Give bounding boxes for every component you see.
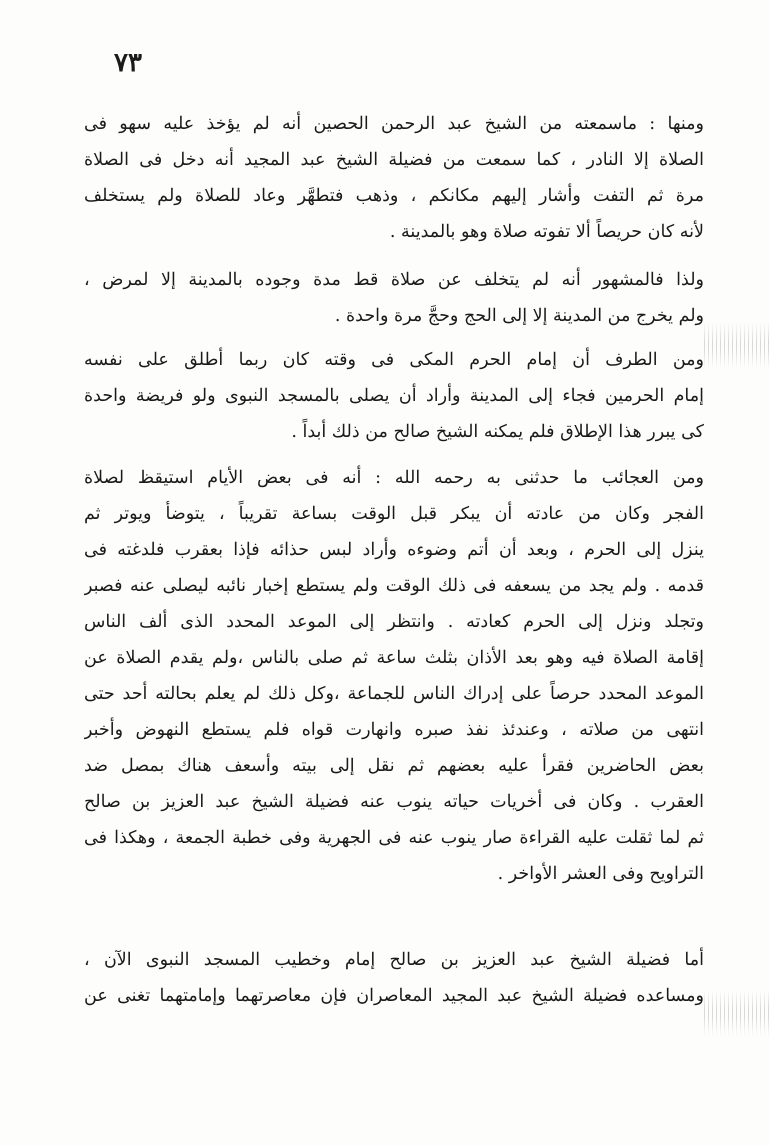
text-line: أما فضيلة الشيخ عبد العزيز بن صالح إمام وخطيب المسجد النبوى الآن ، (84, 950, 704, 970)
text-line: الفجر وكان من عادته أن يبكر قبل الوقت بساعة تقريباً ، يتوضأ ويوتر ثم (84, 504, 704, 524)
text-line: ينزل إلى الحرم ، وبعد أن أتم وضوءه وأراد لبس حذائه فإذا بعقرب فلدغته فى (84, 540, 704, 560)
text-line: ومن الطرف أن إمام الحرم المكى فى وقته كان ربما أطلق على نفسه (84, 350, 704, 370)
text-line: انتهى من صلاته ، وعندئذ نفذ صبره وانهارت قواه فلم يستطع النهوض وأخبر (84, 720, 704, 740)
text-line: لأنه كان حريصاً ألا تفوته صلاة وهو بالمدينة . (389, 222, 704, 242)
text-line: الموعد المحدد حرصاً على إدراك الناس للجماعة ،وكل ذلك لم يعلم بحالته أحد حتى (84, 684, 704, 704)
text-line: ثم لما ثقلت عليه القراءة صار ينوب عنه فى الجهرية وفى خطبة الجمعة ، وهكذا فى (84, 828, 704, 848)
margin-scan-marks (704, 322, 770, 368)
paragraph (84, 460, 704, 892)
paragraph (84, 106, 704, 250)
text-line: بعض الحاضرين فقرأ عليه بعضهم ثم نقل إلى بيته وأسعف هناك بمصل ضد (84, 756, 704, 776)
text-line: ولذا فالمشهور أنه لم يتخلف عن صلاة قط مدة وجوده بالمدينة إلا لمرض ، (84, 270, 704, 290)
text-line: قدمه . ولم يجد من يسعفه فى ذلك الوقت ولم يستطع إخبار نائبه ليصلى عنه فصبر (84, 576, 704, 596)
margin-scan-marks (704, 990, 770, 1036)
text-line: ومساعده فضيلة الشيخ عبد المجيد المعاصران فإن معاصرتهما وإمامتهما تغنى عن (84, 986, 704, 1006)
text-line: ومن العجائب ما حدثنى به رحمه الله : أنه فى بعض الأيام استيقظ لصلاة (84, 468, 704, 488)
text-line: وتجلد ونزل إلى الحرم كعادته . وانتظر إلى الموعد المحدد الذى ألف الناس (84, 612, 704, 632)
paragraph (84, 342, 704, 450)
text-line: العقرب . وكان فى أخريات حياته ينوب عنه فضيلة الشيخ عبد العزيز بن صالح (84, 792, 704, 812)
text-line: كى يبرر هذا الإطلاق فلم يمكنه الشيخ صالح من ذلك أبداً . (291, 422, 704, 442)
text-line: الصلاة إلا النادر ، كما سمعت من فضيلة الشيخ عبد المجيد أنه دخل فى الصلاة (84, 150, 704, 170)
paragraph (84, 262, 704, 334)
text-line: مرة ثم التفت وأشار إليهم مكانكم ، وذهب فتطهَّر وعاد للصلاة ولم يستخلف (84, 186, 704, 206)
text-line: ومنها : ماسمعته من الشيخ عبد الرحمن الحصين أنه لم يؤخذ عليه سهو فى (84, 114, 704, 134)
paragraph (84, 942, 704, 1014)
text-line: ولم يخرج من المدينة إلا إلى الحج وحجَّ مرة واحدة . (334, 306, 704, 326)
text-line: التراويح وفى العشر الأواخر . (497, 864, 704, 884)
page-number: ٧٣ (114, 48, 142, 78)
text-line: إقامة الصلاة فيه وهو بعد الأذان بثلث ساعة ثم صلى بالناس ،ولم يقدم الصلاة عن (84, 648, 704, 668)
text-line: إمام الحرمين فجاء إلى المدينة وأراد أن يصلى بالمسجد النبوى ولو فريضة واحدة (84, 386, 704, 406)
